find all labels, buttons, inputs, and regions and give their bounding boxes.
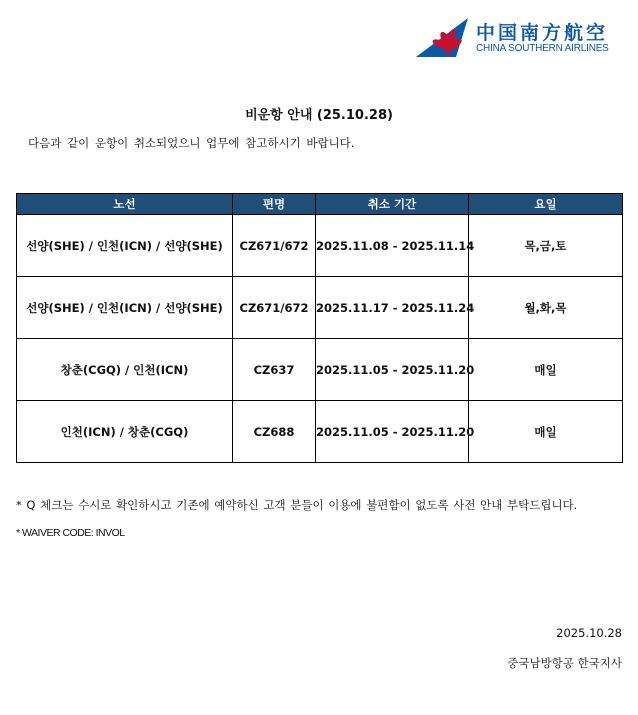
period-cell: 2025.11.08 - 2025.11.14	[316, 215, 469, 277]
table-row	[17, 401, 623, 463]
header-flight: 편명	[233, 194, 316, 215]
note-waiver-code: * WAIVER CODE: INVOL	[16, 527, 125, 539]
table-row	[17, 277, 623, 339]
kapok-flower-icon	[416, 18, 470, 58]
table-row	[17, 215, 623, 277]
route-cell: 선양(SHE) / 인천(ICN) / 선양(SHE)	[17, 277, 233, 339]
flight-cell: CZ671/672	[233, 215, 316, 277]
period-cell: 2025.11.17 - 2025.11.24	[316, 277, 469, 339]
brand-name-en: CHINA SOUTHERN AIRLINES	[476, 43, 609, 54]
signature: 중국남방항공 한국지사	[507, 656, 622, 670]
days-cell: 목,금,토	[469, 215, 623, 277]
days-cell: 월,화,목	[469, 277, 623, 339]
header-period: 취소 기간	[316, 194, 469, 215]
notice-title: 비운항 안내 (25.10.28)	[245, 108, 393, 123]
route-cell: 인천(ICN) / 창춘(CGQ)	[17, 401, 233, 463]
intro-text: 다음과 같이 운항이 취소되었으니 업무에 참고하시기 바랍니다.	[28, 136, 355, 150]
period-cell: 2025.11.05 - 2025.11.20	[316, 401, 469, 463]
header-route: 노선	[17, 194, 233, 215]
table-row	[17, 339, 623, 401]
route-cell: 창춘(CGQ) / 인천(ICN)	[17, 339, 233, 401]
brand-name-cn: 中国南方航空	[476, 22, 609, 44]
flight-cell: CZ688	[233, 401, 316, 463]
issue-date: 2025.10.28	[556, 626, 622, 640]
route-cell: 선양(SHE) / 인천(ICN) / 선양(SHE)	[17, 215, 233, 277]
flight-cell: CZ671/672	[233, 277, 316, 339]
note-q-check: * Q 체크는 수시로 확인하시고 기존에 예약하신 고객 분들이 이용에 불편함이 없도록 사전 안내 부탁드립니다.	[16, 498, 578, 512]
brand-logo	[416, 18, 626, 60]
days-cell: 매일	[469, 339, 623, 401]
period-cell: 2025.11.05 - 2025.11.20	[316, 339, 469, 401]
days-cell: 매일	[469, 401, 623, 463]
flight-cell: CZ637	[233, 339, 316, 401]
table-header-row	[17, 194, 623, 215]
cancellation-table	[16, 193, 623, 463]
header-days: 요일	[469, 194, 623, 215]
